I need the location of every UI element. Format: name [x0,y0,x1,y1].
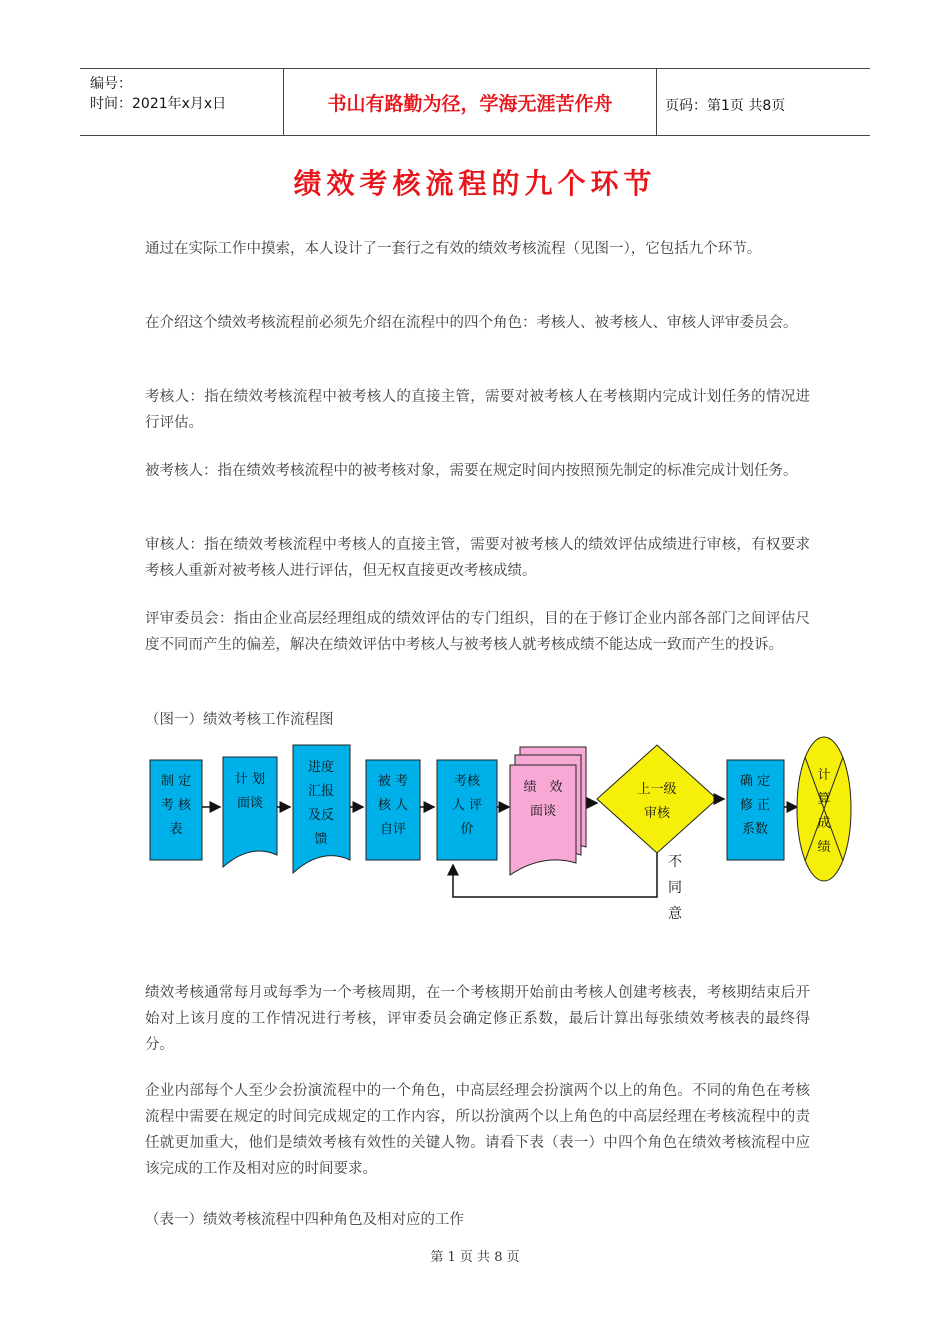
step-text: 制 定 [160,774,192,789]
step-text: 面谈 [529,804,557,819]
step-text: 考 核 [160,798,192,813]
flow-feedback-loop [453,853,682,922]
feedback-text: 不 [668,854,682,870]
flow-step-calculate-score [797,737,851,881]
flow-step-make-form [150,760,202,860]
step-text: 自评 [379,822,407,837]
paragraph-assessee: 被考核人：指在绩效考核流程中的被考核对象，需要在规定时间内按照预先制定的标准完成计划任务。 [145,463,798,479]
step-text: 上一级 [637,782,677,797]
page-footer: 第 1 页 共 8 页 [430,1250,520,1265]
step-text: 确 定 [739,774,771,789]
header-page-info: 页码：第1页 共8页 [665,98,786,114]
step-text: 成 [817,816,831,831]
paragraph-intro: 通过在实际工作中摸索，本人设计了一套行之有效的绩效考核流程（见图一），它包括九个环节。 [145,241,762,257]
step-text: 及反 [307,808,335,823]
flow-step-correction-factor [727,760,784,860]
flow-step-assessor-eval [437,760,497,860]
flowchart [140,735,870,935]
step-text: 计 [817,768,831,783]
flow-step-performance-talk [510,747,586,875]
step-text: 表 [169,822,183,837]
number-label: 编号： [90,76,132,92]
step-text: 计 划 [234,772,266,787]
step-text: 绩 效 [523,780,563,795]
flow-step-plan-talk [223,757,277,867]
paragraph-committee: 评审委员会：指由企业高层经理组成的绩效评估的专门组织，目的在于修订企业内部各部门之间评估尺度不同而产生的偏差，解决在绩效评估中考核人与被考核人就考核成绩不能达成一致而产生的投诉。 [145,611,810,653]
step-text: 算 [817,792,831,807]
paragraph-roles-detail: 企业内部每个人至少会扮演流程中的一个角色，中高层经理会扮演两个以上的角色。不同的角色在考核流程中需要在规定的时间完成规定的工作内容，所以扮演两个以上角色的中高层经理在考核流程中的责任就更加重大，他们是绩效考核有效性的关键人物。请看下表（表一）中四个角色在绩效考核流程中应该完成的工作及相对应的时间要求。 [145,1083,810,1177]
paragraph-cycle: 绩效考核通常每月或每季为一个考核周期，在一个考核期开始前由考核人创建考核表，考核期结束后开始对上该月度的工作情况进行考核，评审委员会确定修正系数，最后计算出每张绩效考核表的最终得分。 [145,985,810,1053]
step-text: 汇报 [307,784,335,799]
step-text: 考核 [453,774,481,789]
figure-caption: （图一）绩效考核工作流程图 [145,712,334,728]
page-header [80,68,870,136]
header-motto: 书山有路勤为径，学海无涯苦作舟 [283,69,657,135]
step-text: 价 [460,822,474,837]
step-text: 审核 [643,806,671,821]
feedback-text: 同 [668,880,682,896]
table-caption: （表一）绩效考核流程中四种角色及相对应的工作 [145,1212,464,1228]
step-text: 绩 [817,840,831,855]
step-text: 系数 [741,822,769,837]
step-text: 面谈 [236,796,264,811]
paragraph-assessor: 考核人：指在绩效考核流程中被考核人的直接主管，需要对被考核人在考核期内完成计划任务的情况进行评估。 [145,389,810,431]
step-text: 进度 [307,760,335,775]
document-title: 绩效考核流程的九个环节 [293,167,657,200]
paragraph-reviewer: 审核人：指在绩效考核流程中考核人的直接主管，需要对被考核人的绩效评估成绩进行审核，有权要求考核人重新对被考核人进行评估，但无权直接更改考核成绩。 [145,537,810,579]
time-label: 时间：2021年x月x日 [90,96,227,112]
flow-step-progress-report [293,745,350,873]
paragraph-roles: 在介绍这个绩效考核流程前必须先介绍在流程中的四个角色：考核人、被考核人、审核人评审委员会。 [145,315,798,331]
step-text: 修 正 [739,798,771,813]
step-text: 馈 [314,832,328,847]
feedback-text: 意 [668,906,682,922]
step-text: 人 评 [451,798,483,813]
step-text: 核 人 [377,798,409,813]
flow-step-superior-review [597,745,717,853]
header-meta [80,69,282,135]
step-text: 被 考 [377,774,409,789]
flow-step-self-eval [366,760,420,860]
